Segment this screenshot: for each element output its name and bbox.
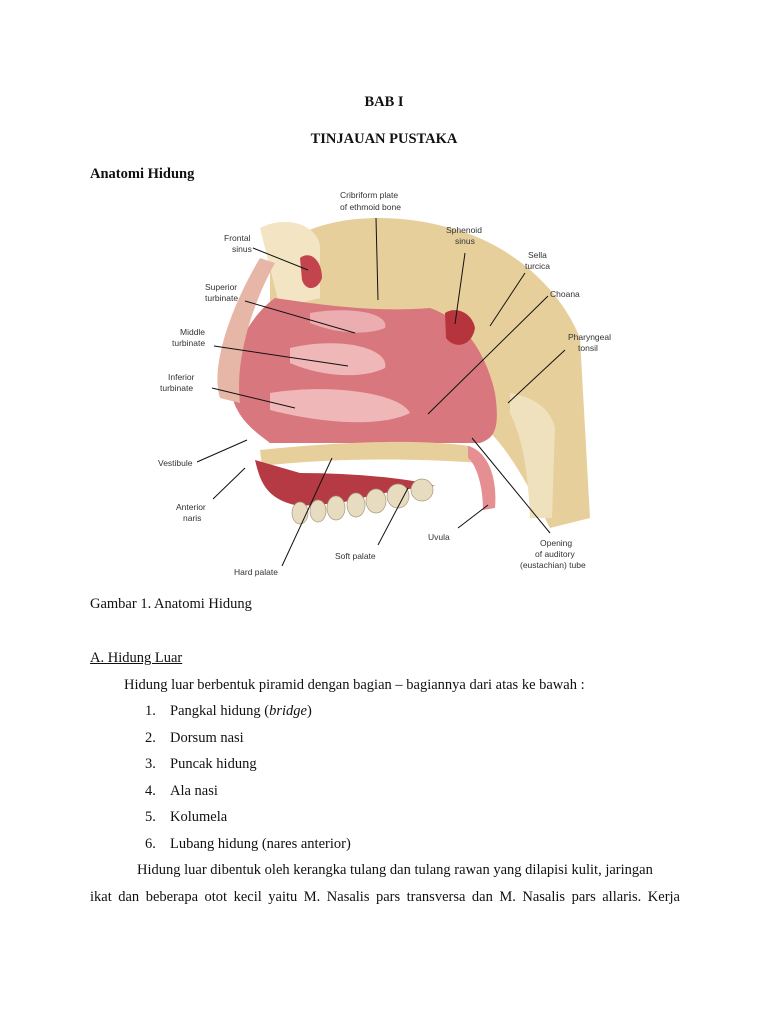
list-text: Dorsum nasi — [170, 730, 244, 746]
label-inferior: Inferior turbinate — [160, 372, 195, 393]
intro-paragraph: Hidung luar berbentuk piramid dengan bagian – bagiannya dari atas ke bawah : — [124, 677, 585, 693]
label-choana: Choana — [550, 289, 580, 299]
subsection-heading: A. Hidung Luar — [90, 650, 183, 666]
list-number: 6. — [145, 836, 156, 852]
uvula-line — [458, 505, 488, 528]
label-superior: Superior turbinate — [205, 282, 239, 303]
section-heading: Anatomi Hidung — [90, 166, 195, 182]
list-item — [145, 783, 218, 800]
list-item — [145, 703, 312, 720]
list-text: Kolumela — [170, 809, 228, 825]
list-item — [145, 756, 257, 773]
label-opening: Opening of auditory (eustachian) tube — [520, 538, 586, 570]
label-sphenoid: Sphenoid sinus — [446, 225, 482, 246]
label-cribriform: Cribriform plate of ethmoid bone — [340, 190, 401, 212]
list-text: Pangkal hidung ( — [170, 703, 270, 719]
hard-palate-shape — [260, 442, 480, 466]
label-frontal: Frontal sinus — [224, 233, 252, 254]
label-sella: Sella turcica — [525, 250, 551, 271]
list-text: Ala nasi — [170, 783, 218, 799]
label-pharyngeal: Pharyngeal tonsil — [568, 332, 612, 353]
list-emphasis: bridge — [269, 703, 307, 719]
figure-caption: Gambar 1. Anatomi Hidung — [90, 596, 252, 612]
label-middle: Middle turbinate — [172, 327, 206, 348]
chapter-heading: BAB I — [364, 94, 404, 110]
anterior-line — [213, 468, 245, 499]
label-hard: Hard palate — [234, 567, 278, 577]
list-item — [145, 809, 227, 826]
list-text: Puncak hidung — [170, 756, 257, 772]
list-number: 3. — [145, 756, 156, 772]
body-paragraph-line-2: ikat dan beberapa otot kecil yaitu M. Nasalis pars transversa dan M. Nasalis pars allaris. Kerja — [90, 889, 680, 905]
vestibule-line — [197, 440, 247, 462]
label-soft: Soft palate — [335, 551, 376, 561]
list-number: 5. — [145, 809, 156, 825]
label-vestibule: Vestibule — [158, 458, 193, 468]
soft-palate-shape — [468, 446, 495, 510]
list-item — [145, 730, 244, 747]
chapter-title: TINJAUAN PUSTAKA — [310, 131, 458, 147]
list-number: 2. — [145, 730, 156, 746]
label-anterior: Anterior naris — [176, 502, 206, 523]
list-text-after: ) — [306, 703, 312, 719]
list-text: Lubang hidung (nares anterior) — [170, 836, 351, 852]
list-number: 4. — [145, 783, 156, 799]
nasal-anatomy-figure — [150, 188, 620, 583]
label-uvula: Uvula — [428, 532, 450, 542]
list-number: 1. — [145, 703, 156, 719]
list-item — [145, 836, 351, 853]
body-paragraph-line-1: Hidung luar dibentuk oleh kerangka tulang dan tulang rawan yang dilapisi kulit, jaringan — [137, 862, 653, 878]
